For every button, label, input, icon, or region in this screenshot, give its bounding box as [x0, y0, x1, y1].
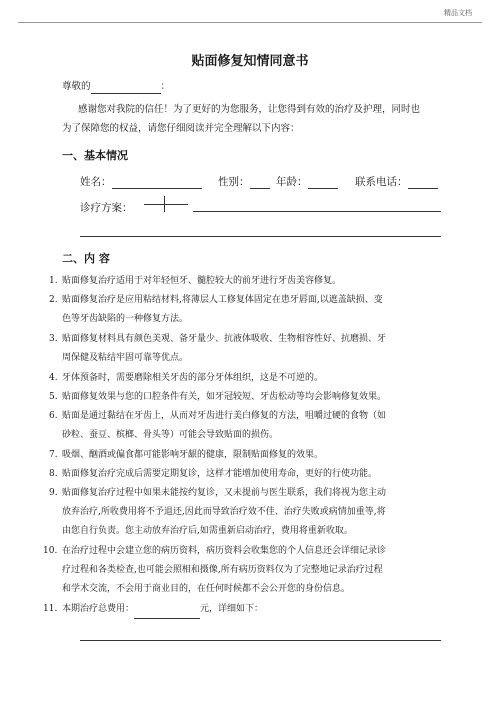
header-tag: 精品文档	[444, 9, 472, 17]
list-item: 7. 吸烟、酗酒或偏食都可能影响牙龈的健康，限制贴面修复的效果。	[49, 450, 324, 460]
section-basic-info: 一、基本情况	[62, 149, 128, 162]
salutation	[62, 80, 170, 94]
list-item: 4. 牙体预备时，需要磨除相关牙齿的部分牙体组织，这是不可逆的。	[49, 373, 324, 383]
phone-label: 联系电话：	[355, 176, 408, 188]
list-item: 9. 贴面修复治疗过程中如果未能按约复诊，又未提前与医生联系，我们将视为您主动 放弃治疗,所收费用将不予退还,因此而导致治疗效不佳、治疗失败或病情加重等,将 由您自行负责。您主动放弃治疗后,如需重新启动治疗，费用将重新收取。	[49, 488, 387, 536]
total-fee-blank[interactable]	[134, 606, 200, 619]
plan-blank[interactable]	[193, 211, 441, 212]
fee-detail-blank[interactable]	[80, 640, 441, 641]
header-rule	[18, 22, 482, 23]
age-label: 年龄：	[276, 176, 308, 188]
list-item: 6. 贴面是通过黏结在牙齿上，从而对牙齿进行美白修复的方法，咀嚼过硬的食物（如 砂粒、蚕豆、槟榔、骨头等）可能会导致贴面的损伤。	[49, 411, 387, 440]
plan-blank-line-2[interactable]	[80, 236, 441, 237]
intro-line-2: 为了保障您的权益，请您仔细阅读并完全理解以下内容：	[62, 123, 300, 134]
phone-field	[355, 174, 438, 189]
document-title: 贴面修复知情同意书	[191, 54, 309, 69]
gender-field	[218, 174, 270, 189]
plan-mark	[144, 196, 188, 212]
list-item: 5. 贴面修复效果与您的口腔条件有关，如牙冠较短、牙齿松动等均会影响修复效果。	[49, 392, 387, 402]
salutation-prefix: 尊敬的	[62, 81, 91, 92]
age-field	[276, 174, 338, 189]
gender-label: 性别：	[218, 176, 250, 188]
name-label: 姓名：	[80, 176, 112, 188]
plan-field	[80, 200, 133, 215]
salutation-suffix: ：	[160, 81, 171, 92]
list-item: 10. 在治疗过程中会建立您的病历资料，病历资料会收集您的个人信息还会详细记录诊 疗过程和各类检查,也可能会照相和摄像,所有病历资料仅为了完整地记录治疗过程 和学术交流，不会用于商业目的，在任何时候都不会公开您的身份信息。	[43, 546, 387, 594]
list-item: 11. 本期治疗总费用： 元，详细如下：	[62, 600, 450, 619]
section-content: 二、内 容	[62, 252, 110, 265]
phone-blank[interactable]	[408, 177, 438, 189]
list-item: 2. 贴面修复治疗是应用粘结材料,将薄层人工修复体固定在患牙唇面,以遮盖缺损、变 色等牙齿缺陷的一种修复方法。	[49, 295, 383, 324]
salutation-blank[interactable]	[91, 82, 161, 94]
age-blank[interactable]	[308, 177, 338, 189]
list-item: 3. 贴面修复材料具有颜色美观、备牙量少、抗液体吸收、生物相容性好、抗磨损、牙 周保健及粘结牢固可靠等优点。	[49, 334, 387, 363]
list-item: 8. 贴面修复治疗完成后需要定期复诊，这样才能增加使用寿命，更好的行使功能。	[49, 469, 378, 479]
plan-label: 诊疗方案：	[80, 202, 133, 214]
name-blank[interactable]	[112, 177, 202, 189]
list-item: 1. 贴面修复治疗适用于对年轻恒牙、髓腔较大的前牙进行牙齿美容修复。	[49, 276, 342, 286]
name-field	[80, 174, 202, 189]
gender-blank[interactable]	[250, 177, 270, 189]
intro-line-1: 感谢您对我院的信任！为了更好的为您服务，让您得到有效的治疗及护理，同时也	[78, 104, 421, 115]
